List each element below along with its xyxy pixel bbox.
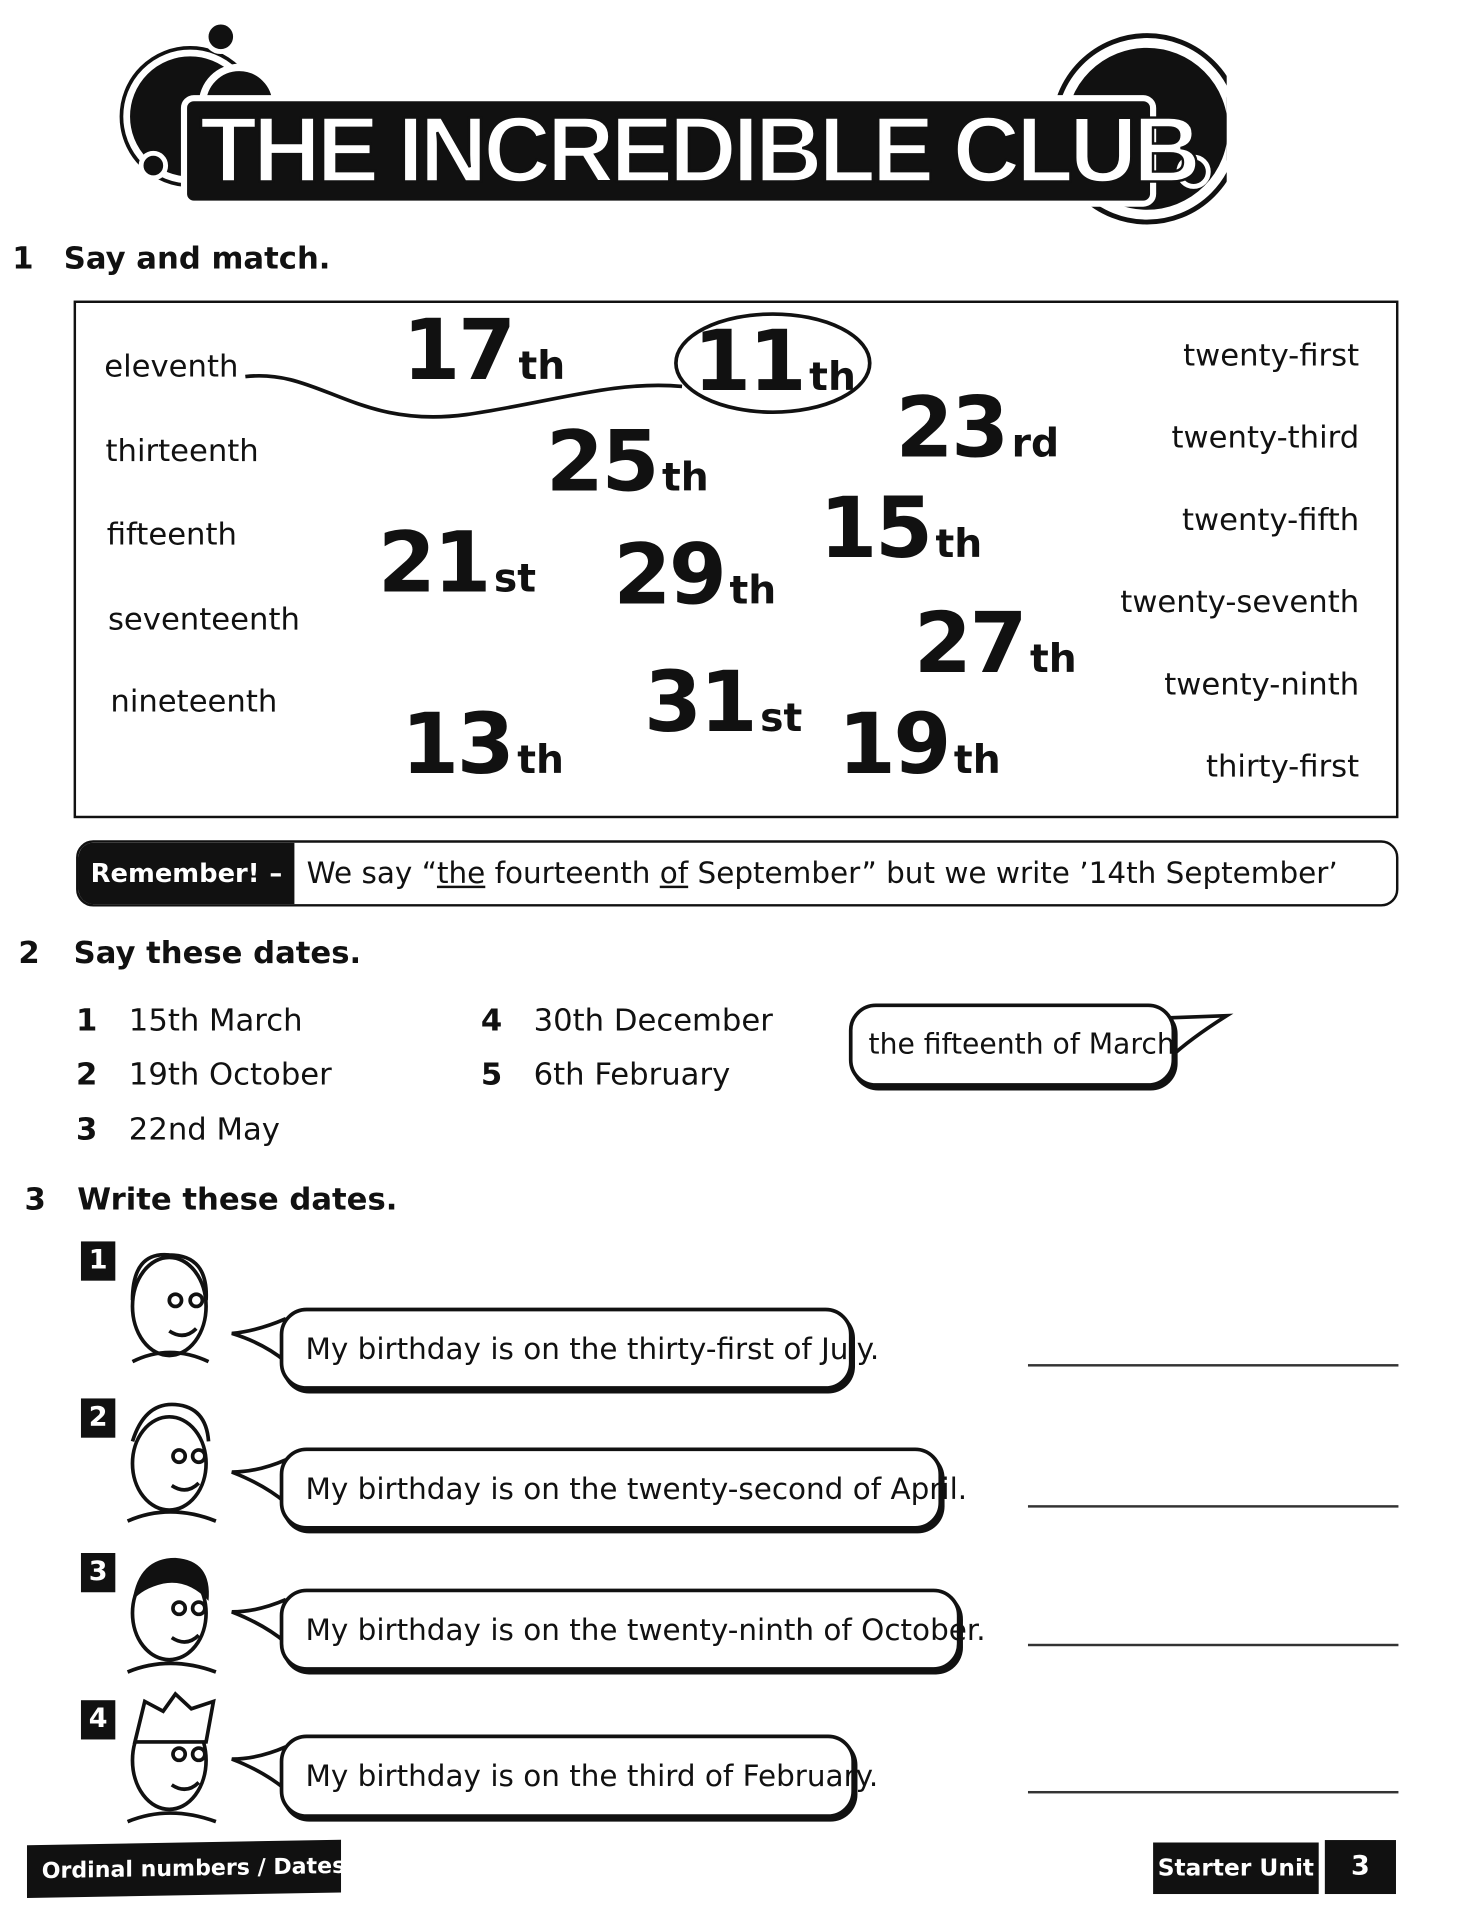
footer-topic: Ordinal numbers / Dates [27,1840,341,1898]
example-bubble: the fifteenth of March [849,1003,1175,1086]
item-number: 1 [76,1002,98,1038]
remember-dash: – [269,858,283,889]
remember-label-box [79,843,295,904]
right-word: twenty-third [1171,419,1360,456]
footer-unit: Starter Unit [1153,1843,1319,1895]
item-badge: 1 [81,1241,115,1280]
ex3-title: Write these dates. [77,1181,398,1217]
right-word: twenty-fifth [1182,501,1360,538]
answer-line[interactable] [1028,1644,1398,1646]
left-word: fifteenth [106,516,237,553]
remember-label: Remember! [90,858,260,889]
ordinal: 25 th [545,414,709,512]
answer-line[interactable] [1028,1505,1398,1507]
left-word: seventeenth [107,601,300,637]
birthday-bubble: My birthday is on the twenty-ninth of October. [280,1589,961,1671]
ordinal: 11 th [693,314,856,411]
remember-box [76,840,1398,906]
ordinal: 17 th [402,302,566,400]
ordinal: 27 th [913,596,1077,694]
item-number: 3 [76,1111,98,1147]
left-word: eleventh [104,348,239,384]
ex1-title: Say and match. [63,240,331,277]
ordinal: 23 rd [895,380,1060,478]
date-item: 6th February [533,1056,731,1092]
ordinal: 15 th [819,480,983,578]
item-number: 4 [480,1002,503,1038]
date-item: 15th March [128,1002,303,1038]
ordinal: 29 th [613,527,777,625]
item-number: 5 [480,1056,503,1092]
page-number: 3 [1325,1840,1396,1894]
logo-text: THE INCREDIBLE CLUB [199,98,1197,203]
ordinal: 31 st [644,655,803,752]
character-faces-icon [120,1245,243,1834]
item-badge: 2 [81,1398,115,1437]
birthday-bubble: My birthday is on the twenty-second of April. [280,1448,942,1530]
ex3-number: 3 [24,1181,46,1217]
item-badge: 3 [81,1553,115,1592]
ex2-title: Say these dates. [73,934,362,971]
right-word: twenty-seventh [1120,583,1360,620]
right-word: twenty-first [1183,337,1360,373]
right-word: thirty-first [1205,748,1360,784]
date-item: 30th December [533,1002,773,1038]
right-word: twenty-ninth [1164,666,1360,702]
answer-line[interactable] [1028,1364,1398,1366]
left-word: thirteenth [105,433,259,469]
left-word: nineteenth [110,683,278,719]
birthday-bubble: My birthday is on the thirty-first of July. [280,1308,853,1390]
answer-line[interactable] [1028,1791,1398,1793]
item-badge: 4 [81,1700,115,1739]
ex2-number: 2 [18,934,40,971]
remember-text: We say “the fourteenth of September” but we write ’14th September’ [306,856,1338,891]
ordinal: 21 st [377,515,537,613]
date-item: 22nd May [128,1111,280,1147]
ex1-number: 1 [12,240,34,277]
ordinal: 13 th [401,696,564,794]
date-item: 19th October [128,1056,332,1092]
ordinal: 19 th [837,696,1001,794]
item-number: 2 [76,1056,98,1092]
birthday-bubble: My birthday is on the third of February. [280,1735,855,1818]
